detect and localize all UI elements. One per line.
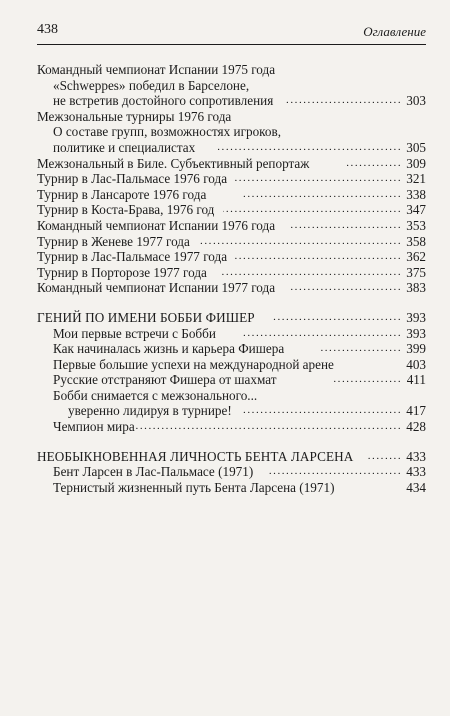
toc-page-number: 417 bbox=[406, 403, 426, 419]
toc-entry bbox=[0, 265, 450, 281]
toc-entry-text: Турнир в Порторозе 1977 года bbox=[37, 264, 207, 280]
toc-entry-text: Бобби снимается с межзонального... bbox=[53, 387, 258, 403]
toc-entry-text: Бент Ларсен в Лас-Пальмасе (1971) bbox=[53, 464, 254, 480]
toc-entry bbox=[0, 388, 450, 404]
dot-leader bbox=[268, 464, 400, 480]
toc-entry bbox=[0, 480, 450, 496]
toc-entry bbox=[0, 464, 450, 480]
toc-page-number: 362 bbox=[406, 249, 426, 265]
dot-leader bbox=[218, 140, 400, 156]
toc-entry bbox=[0, 403, 450, 419]
toc-page-number: 375 bbox=[406, 264, 426, 280]
dot-leader bbox=[241, 187, 400, 203]
toc-entry-text: Командный чемпионат Испании 1977 года bbox=[37, 280, 276, 296]
toc-entry-text: политике и специалистах bbox=[53, 139, 196, 155]
toc-entry-text: Турнир в Лас-Пальмасе 1977 года bbox=[37, 249, 228, 265]
section-gap bbox=[0, 435, 450, 449]
toc-entry-text: О составе групп, возможностях игроков, bbox=[53, 124, 282, 140]
toc-entry bbox=[0, 109, 450, 125]
toc-entry bbox=[0, 62, 450, 78]
toc-entry bbox=[0, 140, 450, 156]
toc-entry bbox=[0, 249, 450, 265]
toc-entry bbox=[0, 280, 450, 296]
toc-page-number: 399 bbox=[406, 341, 426, 357]
dot-leader bbox=[243, 326, 400, 342]
dot-leader bbox=[367, 449, 400, 465]
toc-entry-text: Межзональный в Биле. Субъективный репортаж bbox=[37, 155, 310, 171]
toc-page-number: 411 bbox=[406, 372, 426, 388]
toc-page-number: 358 bbox=[406, 233, 426, 249]
toc-entry-text: Межзональные турниры 1976 года bbox=[37, 108, 232, 124]
dot-leader bbox=[333, 372, 400, 388]
toc-entry-text: Турнир в Лас-Пальмасе 1976 года bbox=[37, 171, 228, 187]
toc-entry-text: Тернистый жизненный путь Бента Ларсена (1971) bbox=[53, 479, 335, 495]
dot-leader bbox=[320, 341, 400, 357]
toc-entry bbox=[0, 218, 450, 234]
toc-entry bbox=[0, 78, 450, 94]
toc-entry-text: Турнир в Коста-Брава, 1976 год bbox=[37, 202, 215, 218]
toc-entry bbox=[0, 326, 450, 342]
toc-entry-text: Первые большие успехи на международной арене bbox=[53, 356, 334, 372]
toc-page-number: 428 bbox=[406, 419, 426, 435]
toc-entry-text: Мои первые встречи с Бобби bbox=[53, 325, 216, 341]
toc-entry-text: уверенно лидируя в турнире! bbox=[68, 403, 232, 419]
toc-page-number: 433 bbox=[406, 448, 426, 464]
dot-leader bbox=[134, 419, 400, 435]
toc-entry bbox=[0, 156, 450, 172]
running-head: Оглавление bbox=[363, 24, 426, 39]
dot-leader bbox=[199, 234, 400, 250]
dot-leader bbox=[220, 265, 400, 281]
dot-leader bbox=[273, 310, 400, 326]
header-rule bbox=[37, 44, 426, 45]
toc-entry-text: Турнир в Женеве 1977 года bbox=[37, 233, 190, 249]
toc-entry bbox=[0, 341, 450, 357]
toc-entry-text: Командный чемпионат Испании 1975 года bbox=[37, 62, 276, 77]
toc-entry-text: Как начиналась жизнь и карьера Фишера bbox=[53, 341, 285, 357]
toc-entry bbox=[0, 202, 450, 218]
toc-entry bbox=[0, 171, 450, 187]
toc-page-number: 403 bbox=[406, 356, 426, 372]
page-header bbox=[37, 22, 426, 40]
toc-page-number: 433 bbox=[406, 464, 426, 480]
toc-entry-text: Турнир в Лансароте 1976 года bbox=[37, 186, 207, 202]
toc-entry bbox=[0, 372, 450, 388]
toc-section-title: ГЕНИЙ ПО ИМЕНИ БОББИ ФИШЕР bbox=[37, 309, 255, 325]
toc-page-number: 347 bbox=[406, 202, 426, 218]
toc-entry-text: Русские отстраняют Фишера от шахмат bbox=[53, 372, 277, 388]
toc-entry bbox=[0, 419, 450, 435]
dot-leader bbox=[233, 171, 400, 187]
toc-page-number: 309 bbox=[406, 155, 426, 171]
toc-entry bbox=[0, 187, 450, 203]
dot-leader bbox=[344, 156, 400, 172]
dot-leader bbox=[289, 218, 400, 234]
toc-page-number: 305 bbox=[406, 139, 426, 155]
dot-leader bbox=[243, 403, 400, 419]
dot-leader bbox=[223, 202, 400, 218]
toc-page-number: 393 bbox=[406, 309, 426, 325]
dot-leader bbox=[289, 280, 400, 296]
page-number: 438 bbox=[37, 22, 58, 37]
toc-section-heading bbox=[0, 310, 450, 326]
toc-entry-text: Командный чемпионат Испании 1976 года bbox=[37, 217, 276, 233]
toc-entry bbox=[0, 93, 450, 109]
toc-entry bbox=[0, 124, 450, 140]
toc-entry-text: «Schweppes» победил в Барселоне, bbox=[53, 77, 250, 93]
table-of-contents bbox=[0, 62, 450, 495]
toc-page-number: 383 bbox=[406, 280, 426, 296]
toc-section-heading bbox=[0, 449, 450, 465]
toc-entry-text: Чемпион мира bbox=[53, 419, 135, 435]
section-gap bbox=[0, 296, 450, 310]
toc-page-number: 434 bbox=[406, 479, 426, 495]
toc-page-number: 353 bbox=[406, 217, 426, 233]
toc-entry bbox=[0, 234, 450, 250]
toc-page-number: 338 bbox=[406, 186, 426, 202]
toc-page-number: 321 bbox=[406, 171, 426, 187]
toc-entry bbox=[0, 357, 450, 373]
toc-section-title: НЕОБЫКНОВЕННАЯ ЛИЧНОСТЬ БЕНТА ЛАРСЕНА bbox=[37, 448, 354, 464]
toc-entry-text: не встретив достойного сопротивления bbox=[53, 93, 274, 109]
dot-leader bbox=[285, 93, 400, 109]
toc-page-number: 393 bbox=[406, 325, 426, 341]
dot-leader bbox=[235, 249, 400, 265]
toc-page-number: 303 bbox=[406, 93, 426, 109]
